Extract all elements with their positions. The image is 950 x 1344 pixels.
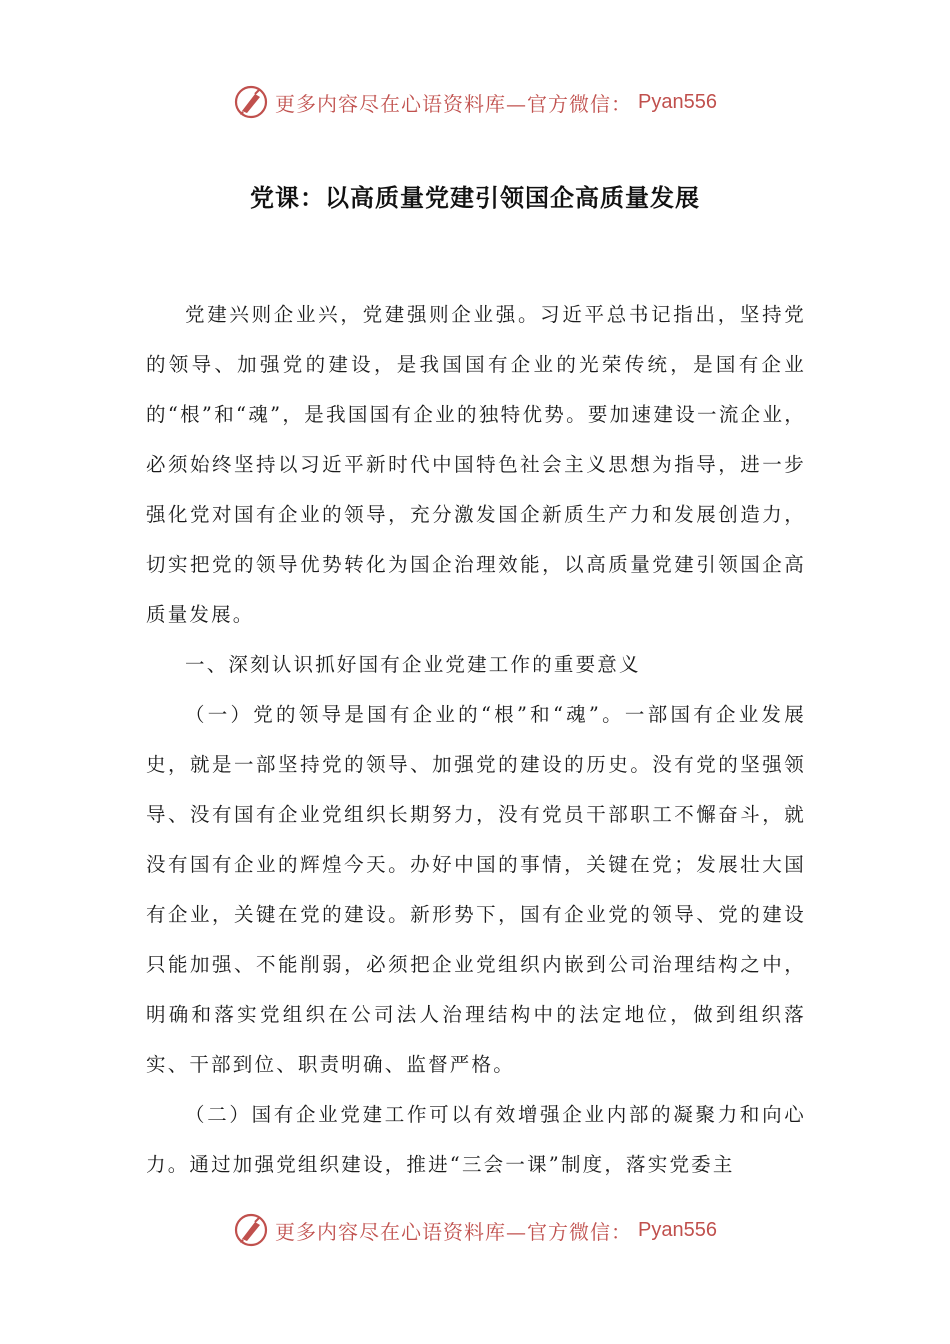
watermark-banner-top bbox=[0, 82, 950, 122]
pen-nib-logo-icon bbox=[233, 1212, 269, 1248]
intro-paragraph: 党建兴则企业兴，党建强则企业强。习近平总书记指出，坚持党的领导、加强党的建设，是我国国有企业的光荣传统，是国有企业的“根”和“魂”，是我国国有企业的独特优势。要加速建设一流企业，必须始终坚持以习近平新时代中国特色社会主义思想为指导，进一步强化党对国有企业的领导，充分激发国企新质生产力和发展创造力，切实把党的领导优势转化为国企治理效能，以高质量党建引领国企高质量发展。 bbox=[146, 303, 806, 626]
subsection-paragraph-1: （一）党的领导是国有企业的“根”和“魂”。一部国有企业发展史，就是一部坚持党的领导、加强党的建设的历史。没有党的坚强领导、没有国有企业党组织长期努力，没有党员干部职工不懈奋斗，就没有国有企业的辉煌今天。办好中国的事情，关键在党；发展壮大国有企业，关键在党的建设。新形势下，国有企业党的领导、党的建设只能加强、不能削弱，必须把企业党组织内嵌到公司治理结构之中，明确和落实党组织在公司法人治理结构中的法定地位，做到组织落实、干部到位、职责明确、监督严格。 bbox=[146, 703, 806, 1076]
pen-nib-logo-icon bbox=[233, 84, 269, 120]
subsection-paragraph-2: （二）国有企业党建工作可以有效增强企业内部的凝聚力和向心力。通过加强党组织建设，推进“三会一课”制度，落实党委主 bbox=[146, 1103, 806, 1176]
watermark-banner-bottom bbox=[0, 1210, 950, 1250]
document-title: 党课：以高质量党建引领国企高质量发展 bbox=[250, 184, 700, 212]
watermark-text: 更多内容尽在心语资料库—官方微信： bbox=[275, 1219, 633, 1244]
watermark-text: 更多内容尽在心语资料库—官方微信： bbox=[275, 91, 633, 116]
section-heading-1: 一、深刻认识抓好国有企业党建工作的重要意义 bbox=[185, 653, 641, 676]
watermark-wechat-id: Pyan556 bbox=[638, 90, 717, 113]
document-body bbox=[146, 290, 806, 1190]
watermark-wechat-id: Pyan556 bbox=[638, 1218, 717, 1241]
